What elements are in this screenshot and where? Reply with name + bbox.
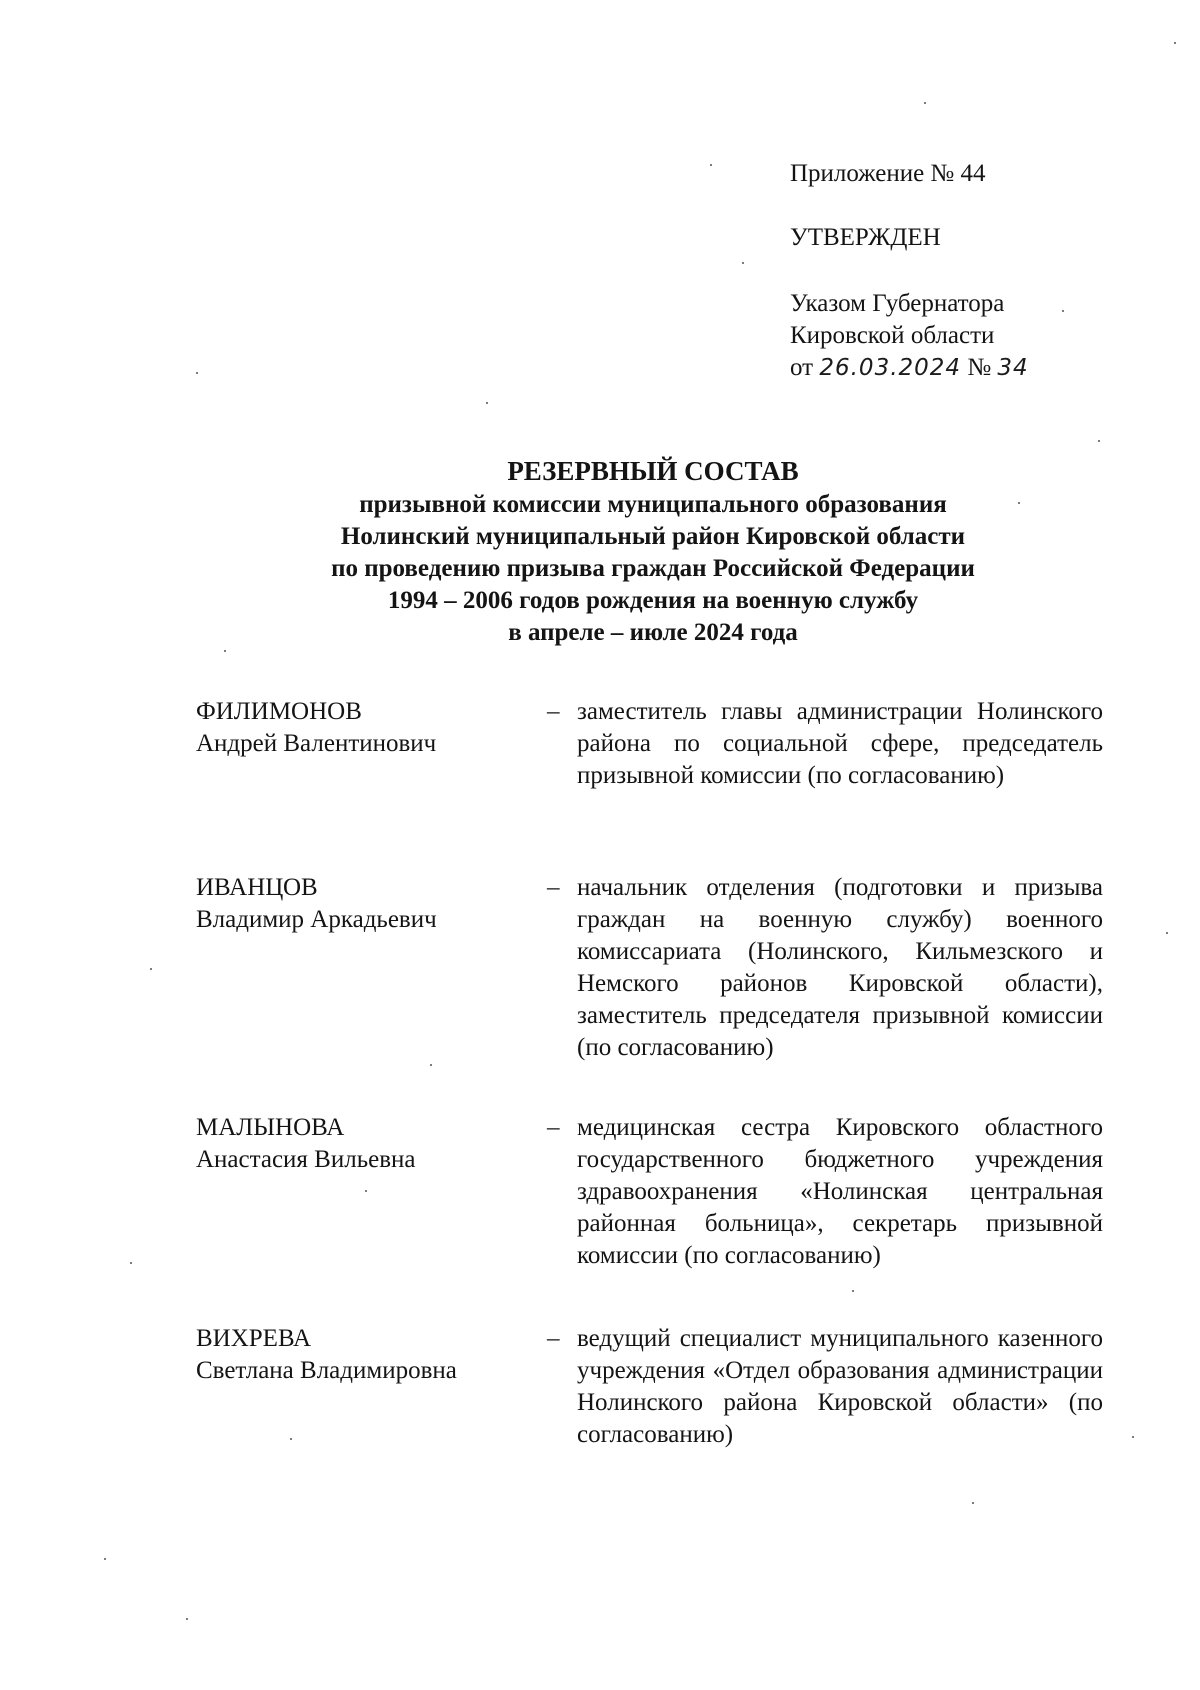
scan-speck xyxy=(1174,42,1176,44)
scan-speck xyxy=(972,1502,974,1504)
decree-line-1: Указом Губернатора xyxy=(790,290,1005,317)
scan-speck xyxy=(710,164,712,166)
scan-speck xyxy=(852,1290,854,1292)
decree-number-prefix: № xyxy=(967,354,992,381)
member-name xyxy=(196,1112,415,1176)
member-dash: – xyxy=(547,698,560,725)
scan-speck xyxy=(1018,502,1020,504)
scan-speck xyxy=(486,402,488,404)
title-line-4: по проведению призыва граждан Российской Федерации xyxy=(331,555,975,582)
member-name xyxy=(196,1323,457,1387)
scan-speck xyxy=(104,1558,106,1560)
member-description: медицинская сестра Кировского областного государственного бюджетного учреждения здравоохранения «Нолинская центральная районная больница», секретарь призывной комиссии (по согласованию) xyxy=(577,1114,1103,1269)
scan-speck xyxy=(742,262,744,264)
member-dash: – xyxy=(547,874,560,901)
scan-speck xyxy=(224,650,226,652)
decree-date-prefix: от xyxy=(790,354,814,381)
scan-speck xyxy=(130,1262,132,1264)
scan-speck xyxy=(1062,310,1064,312)
member-description: ведущий специалист муниципального казенного учреждения «Отдел образования администрации Нолинского района Кировской области» (по согласованию) xyxy=(577,1325,1103,1448)
member-surname: ИВАНЦОВ xyxy=(196,874,318,901)
member-name xyxy=(196,872,437,936)
scan-speck xyxy=(290,1438,292,1440)
member-dash: – xyxy=(547,1325,560,1352)
scan-speck xyxy=(1132,1436,1134,1438)
scan-speck xyxy=(1166,932,1168,934)
appendix-label: Приложение № 44 xyxy=(790,160,986,187)
scan-speck xyxy=(365,1190,367,1192)
member-given-names: Светлана Владимировна xyxy=(196,1357,457,1384)
scan-speck xyxy=(430,1064,432,1066)
title-line-5: 1994 – 2006 годов рождения на военную службу xyxy=(387,587,919,614)
scan-speck xyxy=(186,1618,188,1620)
decree-date-handwritten: 26.03.2024 xyxy=(819,355,962,381)
member-name xyxy=(196,696,436,760)
title-line-6: в апреле – июле 2024 года xyxy=(508,619,798,646)
scan-speck xyxy=(196,372,198,374)
member-given-names: Владимир Аркадьевич xyxy=(196,906,437,933)
member-surname: ВИХРЕВА xyxy=(196,1325,312,1352)
scan-speck xyxy=(924,102,926,104)
decree-reference xyxy=(790,288,1029,384)
decree-number-handwritten: 34 xyxy=(997,355,1029,381)
member-dash: – xyxy=(547,1114,560,1141)
member-given-names: Андрей Валентинович xyxy=(196,730,437,757)
decree-date-line xyxy=(790,352,1029,384)
title-line-3: Нолинский муниципальный район Кировской области xyxy=(340,523,966,550)
title-line-2: призывной комиссии муниципального образования xyxy=(359,491,947,518)
document-title xyxy=(0,455,1200,649)
member-description: заместитель главы администрации Нолинского района по социальной сфере, председатель призывной комиссии (по согласованию) xyxy=(577,698,1103,789)
scan-speck xyxy=(150,968,152,970)
approved-stamp-label: УТВЕРЖДЕН xyxy=(790,224,941,251)
member-given-names: Анастасия Вильевна xyxy=(196,1146,416,1173)
member-surname: ФИЛИМОНОВ xyxy=(196,698,362,725)
member-surname: МАЛЫНОВА xyxy=(196,1114,345,1141)
decree-line-2: Кировской области xyxy=(790,322,995,349)
member-description: начальник отделения (подготовки и призыва граждан на военную службу) военного комиссариата (Нолинского, Кильмезского и Немского районов Кировской области), заместитель председателя призывной комиссии (по согласованию) xyxy=(577,874,1103,1061)
title-line-1: РЕЗЕРВНЫЙ СОСТАВ xyxy=(507,456,799,486)
scan-speck xyxy=(1098,440,1100,442)
